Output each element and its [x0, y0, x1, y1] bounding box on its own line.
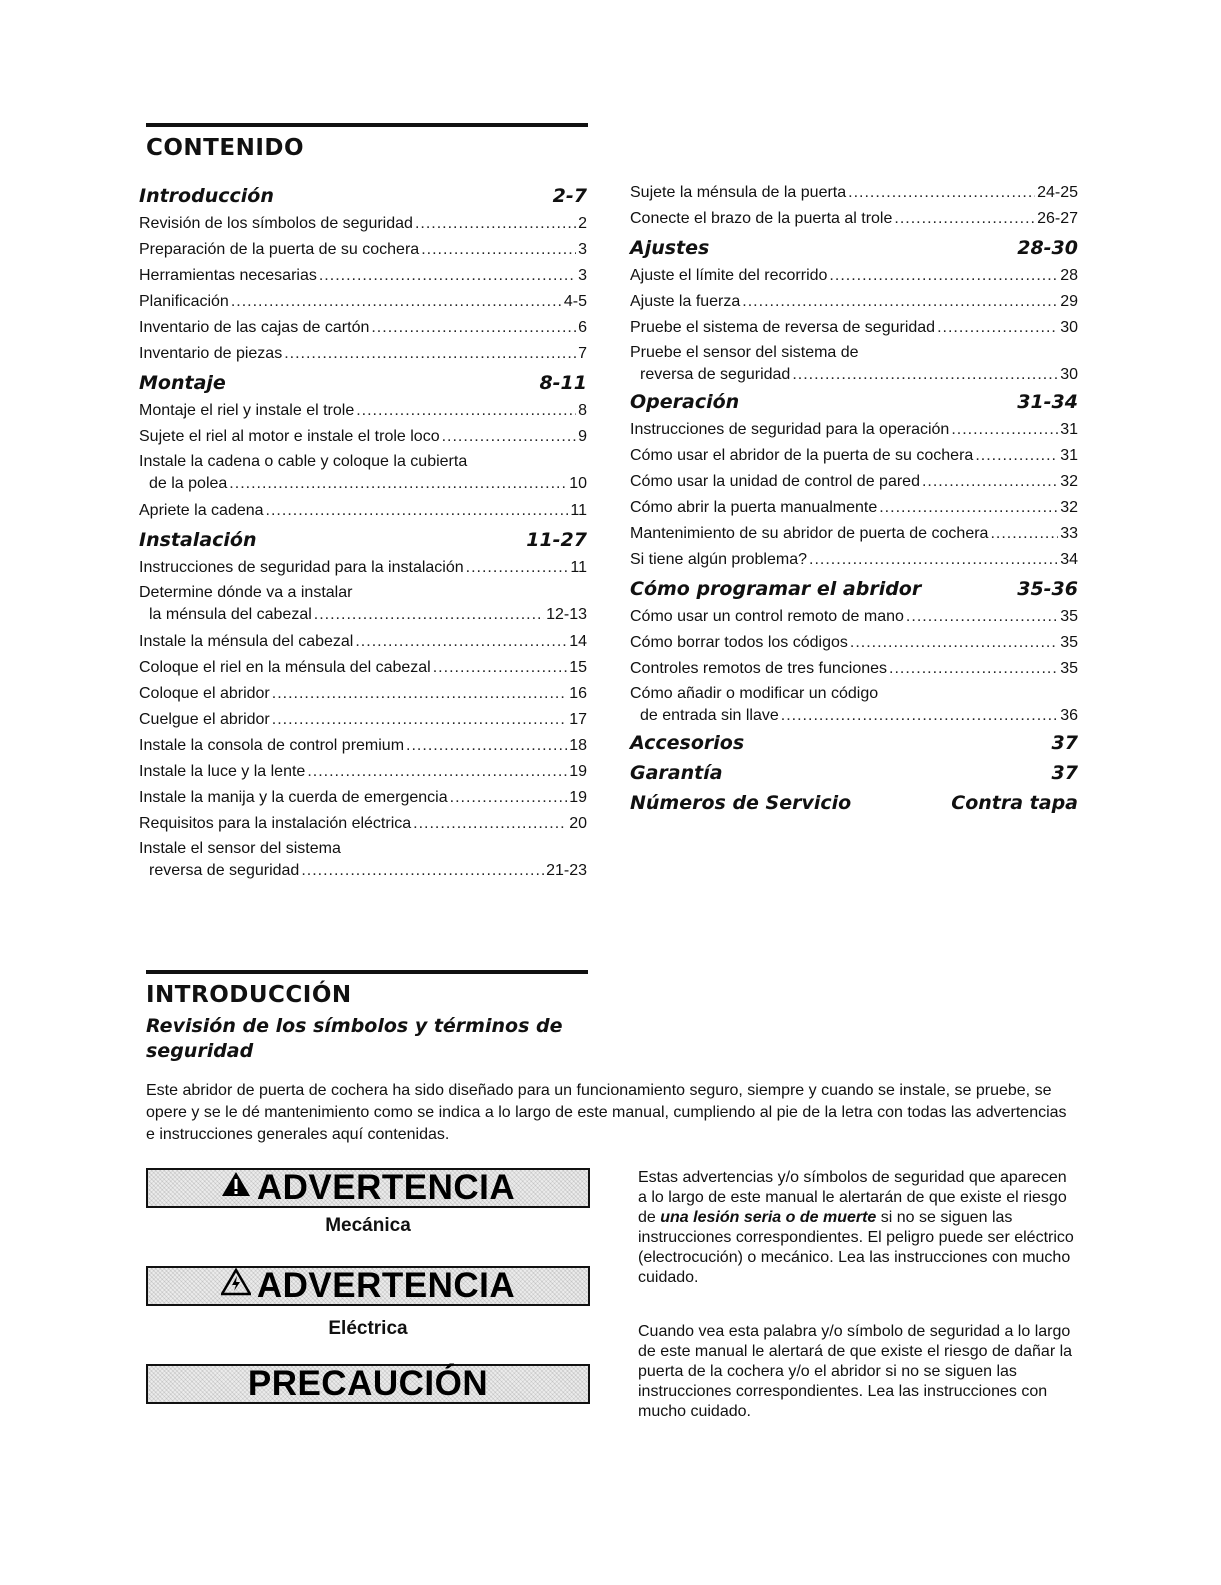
- toc-section-pages: Contra tapa: [951, 792, 1078, 814]
- toc-entry-page: 28: [1060, 267, 1078, 284]
- toc-entry-page: 9: [578, 428, 587, 445]
- toc-entry-text-continued: reversa de seguridad: [149, 862, 300, 879]
- toc-section-pages: 2-7: [552, 185, 587, 207]
- toc-leader-dots: [906, 604, 1058, 630]
- toc-entry-page: 3: [578, 241, 587, 258]
- toc-entry-text: Sujete el riel al motor e instale el trole loco: [139, 428, 440, 445]
- toc-section-heading: [139, 527, 587, 554]
- toc-section-heading: [630, 235, 1078, 262]
- toc-leader-dots: [314, 604, 544, 626]
- toc-entry: [630, 289, 1078, 315]
- warning-explanation: [638, 1168, 1078, 1288]
- toc-leader-dots: [937, 315, 1058, 341]
- toc-leader-dots: [850, 630, 1058, 656]
- contents-heading: CONTENIDO: [146, 135, 305, 161]
- toc-entry-text: Cómo abrir la puerta manualmente: [630, 499, 878, 516]
- toc-leader-dots: [307, 759, 567, 785]
- toc-entry-text: Conecte el brazo de la puerta al trole: [630, 210, 893, 227]
- toc-entry-text: Coloque el riel en la ménsula del cabezal: [139, 659, 431, 676]
- toc-entry-page: 6: [578, 319, 587, 336]
- toc-leader-dots: [990, 521, 1058, 547]
- toc-leader-dots: [809, 547, 1058, 573]
- toc-leader-dots: [229, 473, 567, 495]
- toc-entry-text: Inventario de las cajas de cartón: [139, 319, 370, 336]
- toc-entry-page: 32: [1060, 499, 1078, 516]
- toc-entry-page: 30: [1060, 366, 1078, 383]
- toc-entry-text: Cómo usar el abridor de la puerta de su cochera: [630, 447, 974, 464]
- toc-section-title: Instalación: [139, 529, 257, 551]
- toc-section-pages: 11-27: [526, 529, 587, 551]
- toc-section-title: Cómo programar el abridor: [630, 578, 922, 600]
- warning-word: ADVERTENCIA: [256, 1266, 516, 1305]
- toc-leader-dots: [922, 469, 1058, 495]
- toc-left-column: [139, 180, 587, 885]
- toc-leader-dots: [231, 289, 562, 315]
- toc-entry: [630, 521, 1078, 547]
- caution-explanation: Cuando vea esta palabra y/o símbolo de seguridad a lo largo de este manual le alertará de que existe el riesgo de dañar la puerta de la cochera y/o el abridor si no se siguen las instrucciones correspondientes. Lea las instrucciones con mucho cuidado.: [638, 1323, 1073, 1420]
- toc-right-column: [630, 180, 1078, 818]
- toc-entry-text-continued: la ménsula del cabezal: [149, 606, 312, 623]
- toc-entry: [139, 398, 587, 424]
- toc-leader-dots: [433, 655, 567, 681]
- caution-word: PRECAUCIÓN: [247, 1364, 489, 1403]
- toc-entry-text: Instale la consola de control premium: [139, 737, 405, 754]
- toc-entry-page: 32: [1060, 473, 1078, 490]
- toc-leader-dots: [442, 424, 577, 450]
- toc-entry: [630, 469, 1078, 495]
- toc-entry-continuation: [630, 364, 1078, 386]
- toc-entry-text: Coloque el abridor: [139, 685, 270, 702]
- toc-section-pages: 37: [1051, 732, 1078, 754]
- toc-entry: [630, 315, 1078, 341]
- toc-leader-dots: [421, 237, 576, 263]
- toc-entry-text: Planificación: [139, 293, 229, 310]
- toc-section-title: Montaje: [139, 372, 226, 394]
- warning-text-after: si no se siguen las instrucciones correspondientes. El peligro puede ser eléctrico (electrocución) o mecánico. Lea las instrucciones con mucho cuidado.: [638, 1209, 1074, 1286]
- toc-section-pages: 37: [1051, 762, 1078, 784]
- toc-leader-dots: [466, 555, 569, 581]
- toc-entry: [630, 180, 1078, 206]
- warning-mechanical-sign: [146, 1168, 590, 1208]
- toc-entry-page: 7: [578, 345, 587, 362]
- toc-entry-page: 33: [1060, 525, 1078, 542]
- toc-entry-page: 26-27: [1037, 210, 1078, 227]
- toc-entry: [139, 289, 587, 315]
- warning-word: ADVERTENCIA: [256, 1168, 516, 1207]
- toc-entry-page: 36: [1060, 707, 1078, 724]
- toc-leader-dots: [879, 495, 1058, 521]
- toc-entry-page: 8: [578, 402, 587, 419]
- toc-entry-continuation: [139, 604, 587, 626]
- toc-section-title: Operación: [630, 391, 740, 413]
- warning-text-before: Estas advertencias y/o símbolos de seguridad que aparecen a lo largo de este manual le alertarán de que existe el riesgo de: [638, 1169, 1067, 1226]
- toc-leader-dots: [272, 681, 567, 707]
- toc-entry-text: Instale la luce y la lente: [139, 763, 306, 780]
- toc-leader-dots: [792, 364, 1058, 386]
- toc-section-title: Ajustes: [630, 237, 710, 259]
- toc-leader-dots: [781, 705, 1058, 727]
- toc-entry: [139, 341, 587, 367]
- toc-entry: [139, 707, 587, 733]
- toc-section-heading: [139, 370, 587, 397]
- toc-leader-dots: [272, 707, 567, 733]
- toc-entry: [139, 498, 587, 524]
- toc-entry-text: Inventario de piezas: [139, 345, 283, 362]
- toc-entry-continuation: [139, 860, 587, 882]
- toc-entry-text: Ajuste la fuerza: [630, 293, 741, 310]
- toc-entry-text: Instale la ménsula del cabezal: [139, 633, 354, 650]
- toc-entry-page: 35: [1060, 634, 1078, 651]
- toc-entry-text-continued: de entrada sin llave: [640, 707, 779, 724]
- toc-entry: [139, 785, 587, 811]
- electrical-label: Eléctrica: [328, 1318, 408, 1339]
- toc-leader-dots: [413, 811, 567, 837]
- toc-entry-page: 11: [570, 559, 587, 576]
- toc-entry: [139, 315, 587, 341]
- toc-entry-text: Cómo añadir o modificar un código: [630, 685, 879, 702]
- toc-entry-text: Instale la manija y la cuerda de emergencia: [139, 789, 448, 806]
- toc-entry-page: 15: [569, 659, 587, 676]
- mechanical-label: Mecánica: [325, 1215, 411, 1236]
- toc-entry: [139, 263, 587, 289]
- toc-leader-dots: [742, 289, 1058, 315]
- toc-leader-dots: [951, 417, 1058, 443]
- toc-entry-text: Apriete la cadena: [139, 502, 264, 519]
- toc-entry: [630, 443, 1078, 469]
- toc-entry-page: 18: [569, 737, 587, 754]
- toc-leader-dots: [415, 211, 576, 237]
- toc-section-heading: [630, 730, 1078, 757]
- toc-entry-page: 29: [1060, 293, 1078, 310]
- toc-entry-page: 21-23: [546, 862, 587, 879]
- toc-entry-page: 31: [1060, 421, 1078, 438]
- toc-entry-page: 19: [569, 763, 587, 780]
- toc-section-pages: 31-34: [1017, 391, 1078, 413]
- toc-entry-text: Sujete la ménsula de la puerta: [630, 184, 847, 201]
- toc-section-title: Números de Servicio: [630, 792, 852, 814]
- toc-entry-text: Instale el sensor del sistema: [139, 840, 341, 857]
- toc-section-pages: 35-36: [1017, 578, 1078, 600]
- toc-entry-page: 10: [569, 475, 587, 492]
- toc-entry: [139, 838, 587, 882]
- toc-entry: [630, 263, 1078, 289]
- toc-entry-page: 11: [570, 502, 587, 519]
- intro-heading: INTRODUCCIÓN: [146, 982, 352, 1008]
- toc-section-title: Introducción: [139, 185, 274, 207]
- toc-entry-text: Revisión de los símbolos de seguridad: [139, 215, 413, 232]
- toc-entry-text: Montaje el riel y instale el trole: [139, 402, 355, 419]
- toc-entry: [630, 206, 1078, 232]
- toc-entry: [630, 495, 1078, 521]
- toc-entry-text: Preparación de la puerta de su cochera: [139, 241, 420, 258]
- toc-entry-text: Mantenimiento de su abridor de puerta de cochera: [630, 525, 989, 542]
- toc-entry-page: 16: [569, 685, 587, 702]
- toc-entry-page: 20: [569, 815, 587, 832]
- toc-entry: [139, 424, 587, 450]
- toc-entry: [630, 342, 1078, 386]
- toc-section-heading: [630, 760, 1078, 787]
- warning-electrical-icon: [221, 1268, 251, 1304]
- caution-sign: [146, 1364, 590, 1404]
- toc-section-title: Accesorios: [630, 732, 745, 754]
- toc-entry-continuation: [630, 705, 1078, 727]
- toc-entry-text: Cómo usar un control remoto de mano: [630, 608, 904, 625]
- toc-entry-text: Cuelgue el abridor: [139, 711, 270, 728]
- toc-entry-page: 35: [1060, 660, 1078, 677]
- toc-leader-dots: [371, 315, 576, 341]
- toc-entry: [630, 604, 1078, 630]
- toc-entry-page: 3: [578, 267, 587, 284]
- toc-leader-dots: [975, 443, 1058, 469]
- toc-entry-page: 31: [1060, 447, 1078, 464]
- toc-leader-dots: [829, 263, 1058, 289]
- toc-entry: [630, 547, 1078, 573]
- toc-entry-text: Ajuste el límite del recorrido: [630, 267, 828, 284]
- toc-leader-dots: [355, 629, 567, 655]
- toc-section-heading: [630, 790, 1078, 817]
- toc-entry-text: Herramientas necesarias: [139, 267, 317, 284]
- toc-entry: [139, 811, 587, 837]
- warning-electrical-sign: [146, 1266, 590, 1306]
- toc-entry: [630, 656, 1078, 682]
- toc-entry-page: 35: [1060, 608, 1078, 625]
- toc-entry: [139, 733, 587, 759]
- toc-section-heading: [139, 183, 587, 210]
- toc-leader-dots: [356, 398, 576, 424]
- toc-entry-text-continued: reversa de seguridad: [640, 366, 791, 383]
- toc-entry-text: Pruebe el sistema de reversa de seguridad: [630, 319, 936, 336]
- toc-section-heading: [630, 389, 1078, 416]
- toc-entry-page: 14: [569, 633, 587, 650]
- toc-section-pages: 8-11: [539, 372, 587, 394]
- toc-entry-text: Instrucciones de seguridad para la instalación: [139, 559, 464, 576]
- toc-entry-text-continued: de la polea: [149, 475, 228, 492]
- toc-entry-text: Instrucciones de seguridad para la operación: [630, 421, 950, 438]
- toc-entry: [630, 630, 1078, 656]
- toc-entry-page: 12-13: [546, 606, 587, 623]
- toc-section-pages: 28-30: [1017, 237, 1078, 259]
- toc-entry: [139, 759, 587, 785]
- toc-entry: [139, 211, 587, 237]
- toc-entry: [630, 417, 1078, 443]
- toc-leader-dots: [266, 498, 569, 524]
- toc-section-heading: [630, 576, 1078, 603]
- toc-leader-dots: [450, 785, 568, 811]
- toc-entry-text: Cómo borrar todos los códigos: [630, 634, 848, 651]
- toc-entry: [139, 555, 587, 581]
- toc-entry-text: Determine dónde va a instalar: [139, 584, 353, 601]
- intro-rule: [146, 970, 588, 974]
- toc-entry-page: 34: [1060, 551, 1078, 568]
- toc-entry: [139, 681, 587, 707]
- toc-entry: [139, 629, 587, 655]
- toc-entry-text: Pruebe el sensor del sistema de: [630, 344, 859, 361]
- toc-entry: [139, 451, 587, 495]
- toc-entry-page: 2: [578, 215, 587, 232]
- toc-entry: [139, 582, 587, 626]
- toc-entry-text: Requisitos para la instalación eléctrica: [139, 815, 412, 832]
- toc-entry-page: 30: [1060, 319, 1078, 336]
- toc-leader-dots: [284, 341, 576, 367]
- toc-entry-page: 24-25: [1037, 184, 1078, 201]
- toc-leader-dots: [319, 263, 576, 289]
- toc-entry: [139, 237, 587, 263]
- toc-entry-text: Instale la cadena o cable y coloque la cubierta: [139, 453, 468, 470]
- warning-text-emphasis: una lesión seria o de muerte: [660, 1209, 877, 1226]
- toc-entry-page: 19: [569, 789, 587, 806]
- toc-entry: [630, 683, 1078, 727]
- toc-entry-page: 4-5: [563, 293, 587, 310]
- toc-entry-page: 17: [569, 711, 587, 728]
- intro-paragraph: Este abridor de puerta de cochera ha sido diseñado para un funcionamiento seguro, siempre y cuando se instale, se pruebe, se opere y se le dé mantenimiento como se indica a lo largo de este manual, cumpliendo al pie de la letra con todas las advertencias e instrucciones generales aquí contenidas.: [146, 1082, 1067, 1143]
- toc-entry-continuation: [139, 473, 587, 495]
- toc-entry: [139, 655, 587, 681]
- toc-leader-dots: [406, 733, 567, 759]
- intro-subheading: Revisión de los símbolos y términos de seguridad: [146, 1015, 563, 1062]
- toc-section-title: Garantía: [630, 762, 723, 784]
- warning-mechanical-icon: [221, 1170, 251, 1206]
- toc-entry-text: Controles remotos de tres funciones: [630, 660, 888, 677]
- contents-rule: [146, 123, 588, 127]
- toc-leader-dots: [894, 206, 1035, 232]
- toc-leader-dots: [848, 180, 1035, 206]
- toc-entry-text: Si tiene algún problema?: [630, 551, 808, 568]
- toc-leader-dots: [301, 860, 544, 882]
- toc-entry-text: Cómo usar la unidad de control de pared: [630, 473, 920, 490]
- toc-leader-dots: [889, 656, 1058, 682]
